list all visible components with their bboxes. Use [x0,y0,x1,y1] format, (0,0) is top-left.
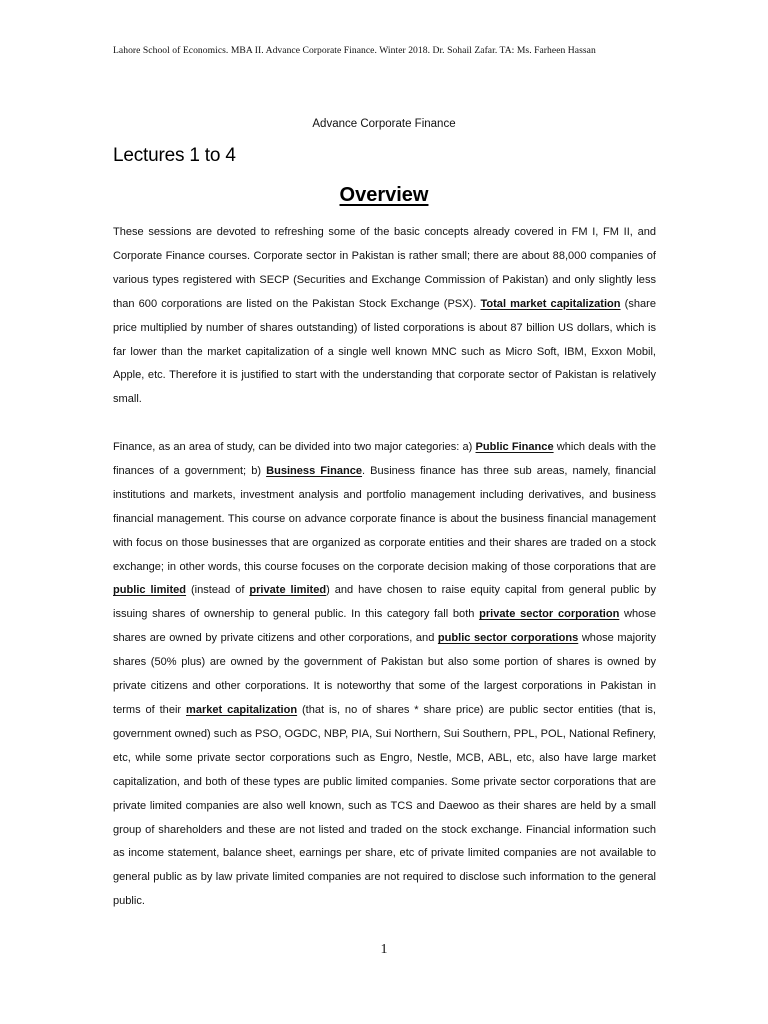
page-number: 1 [380,942,388,957]
term-market-capitalization: market capitalization [186,703,298,716]
paragraph-text: whose majority shares (50% plus) are owned by the government of Pakistan but also some portion of shares is owned by private citizens and other corporations. It is noteworthy that some of the largest corporations in Pakistan in terms of their [113,632,656,716]
paragraph-text: (share price multiplied by number of shares outstanding) of listed corporations is about 87 billion US dollars, which is far lower than the market capitalization of a single well known MNC such as Micro Soft, IBM, Exxon Mobil, Apple, etc. Therefore it is justified to start with the understanding that corporate sector of Pakistan is relatively small. [113,297,656,406]
paragraph-text: ) and have chosen to raise equity capital from general public by issuing shares of ownership to general public. In this category fall both [113,584,656,621]
paragraph-intro [113,221,656,412]
term-total-market-capitalization: Total market capitalization [480,297,621,310]
paragraph-text: (instead of [186,584,250,597]
term-public-finance: Public Finance [475,441,554,453]
section-heading: Overview [339,184,429,206]
term-public-limited: public limited [113,584,187,597]
running-header: Lahore School of Economics. MBA II. Advance Corporate Finance. Winter 2018. Dr. Sohail Zafar. TA: Ms. Farheen Hassan [113,45,596,56]
paragraph-text: . Business finance has three sub areas, namely, financial institutions and markets, investment analysis and portfolio management including derivatives, and business financial management. This course on advance corporate finance is about the business financial management with focus on those businesses that are organized as corporate entities and their shares are traded on a stock exchange; in other words, this course focuses on the corporate decision making of those corporations that are [113,464,657,573]
paragraph-text: Finance, as an area of study, can be divided into two major categories: a) [113,441,476,453]
paragraph-text: (that is, no of shares * share price) are public sector entities (that is, government owned) such as PSO, OGDC, NBP, PIA, Sui Northern, Sui Southern, PPL, POL, National Refinery, etc, while some private sector corporations such as Engro, Nestle, MCB, ABL, etc, also have large market capitalization, and both of these types are public limited companies. Some private sector corporations that are private limited companies are also well known, such as TCS and Daewoo as their shares are held by a small group of shareholders and these are not listed and traded on the stock exchange. Financial information such as income statement, balance sheet, earnings per share, etc of private limited companies are not available to general public as by law private limited companies are not required to disclose such information to the general public. [113,703,657,908]
paragraph-finance-categories [113,436,656,914]
paragraph-text: whose shares are owned by private citizens and other corporations, and [113,608,656,645]
term-business-finance: Business Finance [266,464,363,477]
paragraph-text: These sessions are devoted to refreshing some of the basic concepts already covered in FM I, FM II, and Corporate Finance courses. Corporate sector in Pakistan is rather small; there are about 88,000 companies of various types registered with SECP (Securities and Exchange Commission of Pakistan) and only slightly less than 600 corporations are listed on the Pakistan Stock Exchange (PSX). [113,226,656,310]
term-private-sector-corporation: private sector corporation [479,608,620,621]
term-private-limited: private limited [249,584,327,597]
lecture-heading: Lectures 1 to 4 [113,145,236,166]
paragraph-text: which deals with the finances of a government; b) [113,441,656,477]
term-public-sector-corporations: public sector corporations [437,632,579,645]
course-title: Advance Corporate Finance [312,118,456,130]
